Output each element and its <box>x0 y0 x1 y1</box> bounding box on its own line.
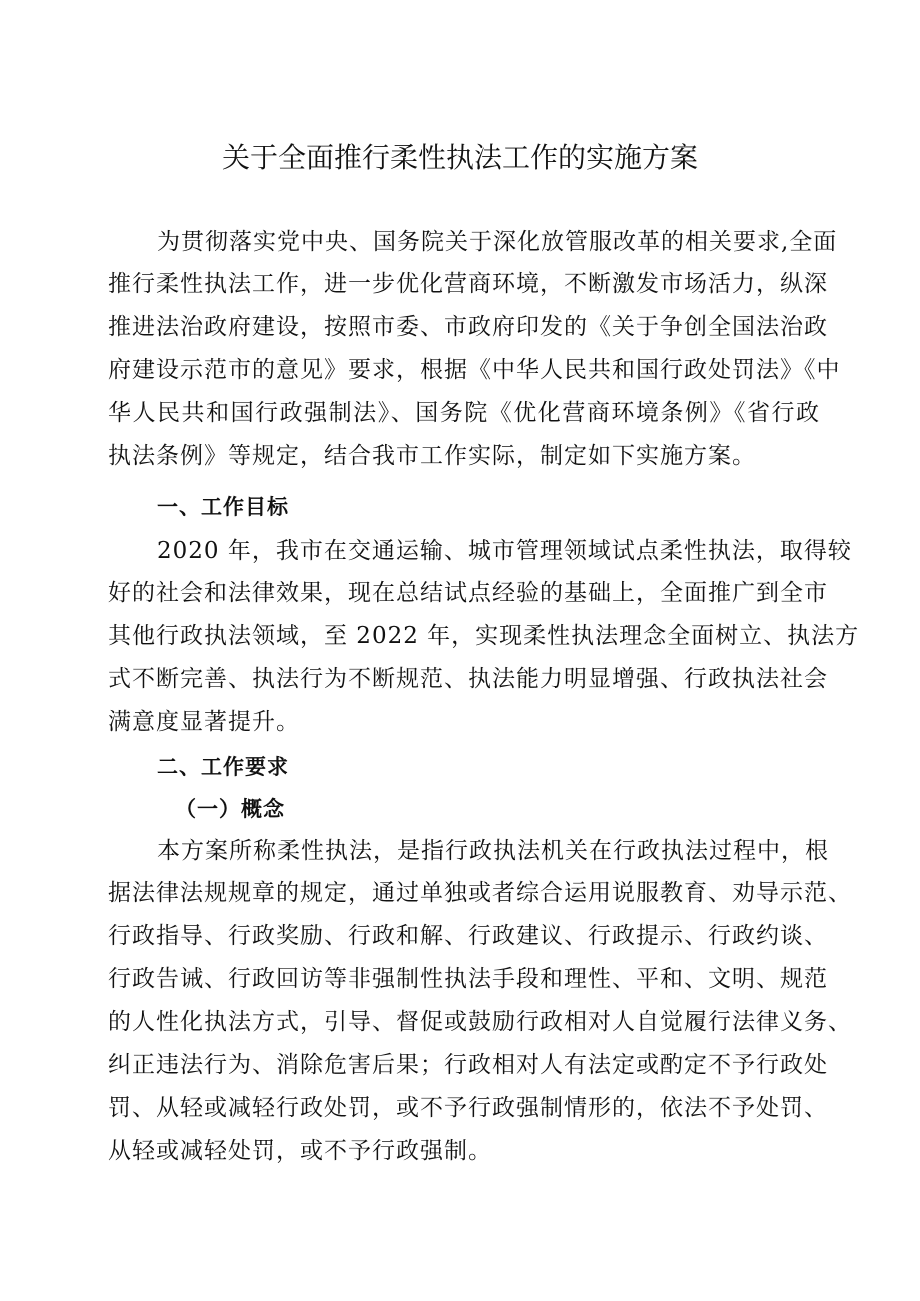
intro-line: 推行柔性执法工作，进一步优化营商环境，不断激发市场活力，纵深 <box>108 271 828 297</box>
intro-line: 华人民共和国行政强制法》、国务院《优化营商环境条例》《省行政 <box>108 400 820 426</box>
document-title: 关于全面推行柔性执法工作的实施方案 <box>221 141 698 174</box>
intro-line: 为贯彻落实党中央、国务院关于深化放管服改革的相关要求,全面 <box>157 229 838 255</box>
sub1-line: 行政告诫、行政回访等非强制性执法手段和理性、平和、文明、规范 <box>108 966 828 992</box>
sub1-line: 纠正违法行为、消除危害后果；行政相对人有法定或酌定不予行政处 <box>108 1052 828 1078</box>
sub1-line: 据法律法规规章的规定，通过单独或者综合运用说服教育、劝导示范、 <box>108 880 852 906</box>
section1-line: 其他行政执法领域，至 2022 年，实现柔性执法理念全面树立、执法方 <box>108 623 860 649</box>
section1-line: 2020 年，我市在交通运输、城市管理领域试点柔性执法，取得较 <box>157 538 852 564</box>
sub1-line: 从轻或减轻处罚，或不予行政强制。 <box>108 1138 492 1164</box>
section1-line: 满意度显著提升。 <box>108 709 300 735</box>
section1-line: 好的社会和法律效果，现在总结试点经验的基础上，全面推广到全市 <box>108 580 828 606</box>
sub1-line: 罚、从轻或减轻行政处罚，或不予行政强制情形的，依法不予处罚、 <box>108 1095 828 1121</box>
intro-line: 府建设示范市的意见》要求，根据《中华人民共和国行政处罚法》《中 <box>108 357 841 383</box>
intro-line: 执法条例》等规定，结合我市工作实际，制定如下实施方案。 <box>108 443 756 469</box>
section-heading-goals: 一、工作目标 <box>157 495 289 519</box>
sub1-line: 行政指导、行政奖励、行政和解、行政建议、行政提示、行政约谈、 <box>108 923 828 949</box>
intro-line: 推进法治政府建设，按照市委、市政府印发的《关于争创全国法治政 <box>108 314 828 340</box>
section1-line: 式不断完善、执法行为不断规范、执法能力明显增强、行政执法社会 <box>108 666 828 692</box>
sub1-line: 的人性化执法方式，引导、督促或鼓励行政相对人自觉履行法律义务、 <box>108 1009 852 1035</box>
sub1-line: 本方案所称柔性执法，是指行政执法机关在行政执法过程中，根 <box>157 838 829 864</box>
section-heading-requirements: 二、工作要求 <box>157 755 289 779</box>
subsection-heading-concept: （一）概念 <box>175 797 285 821</box>
